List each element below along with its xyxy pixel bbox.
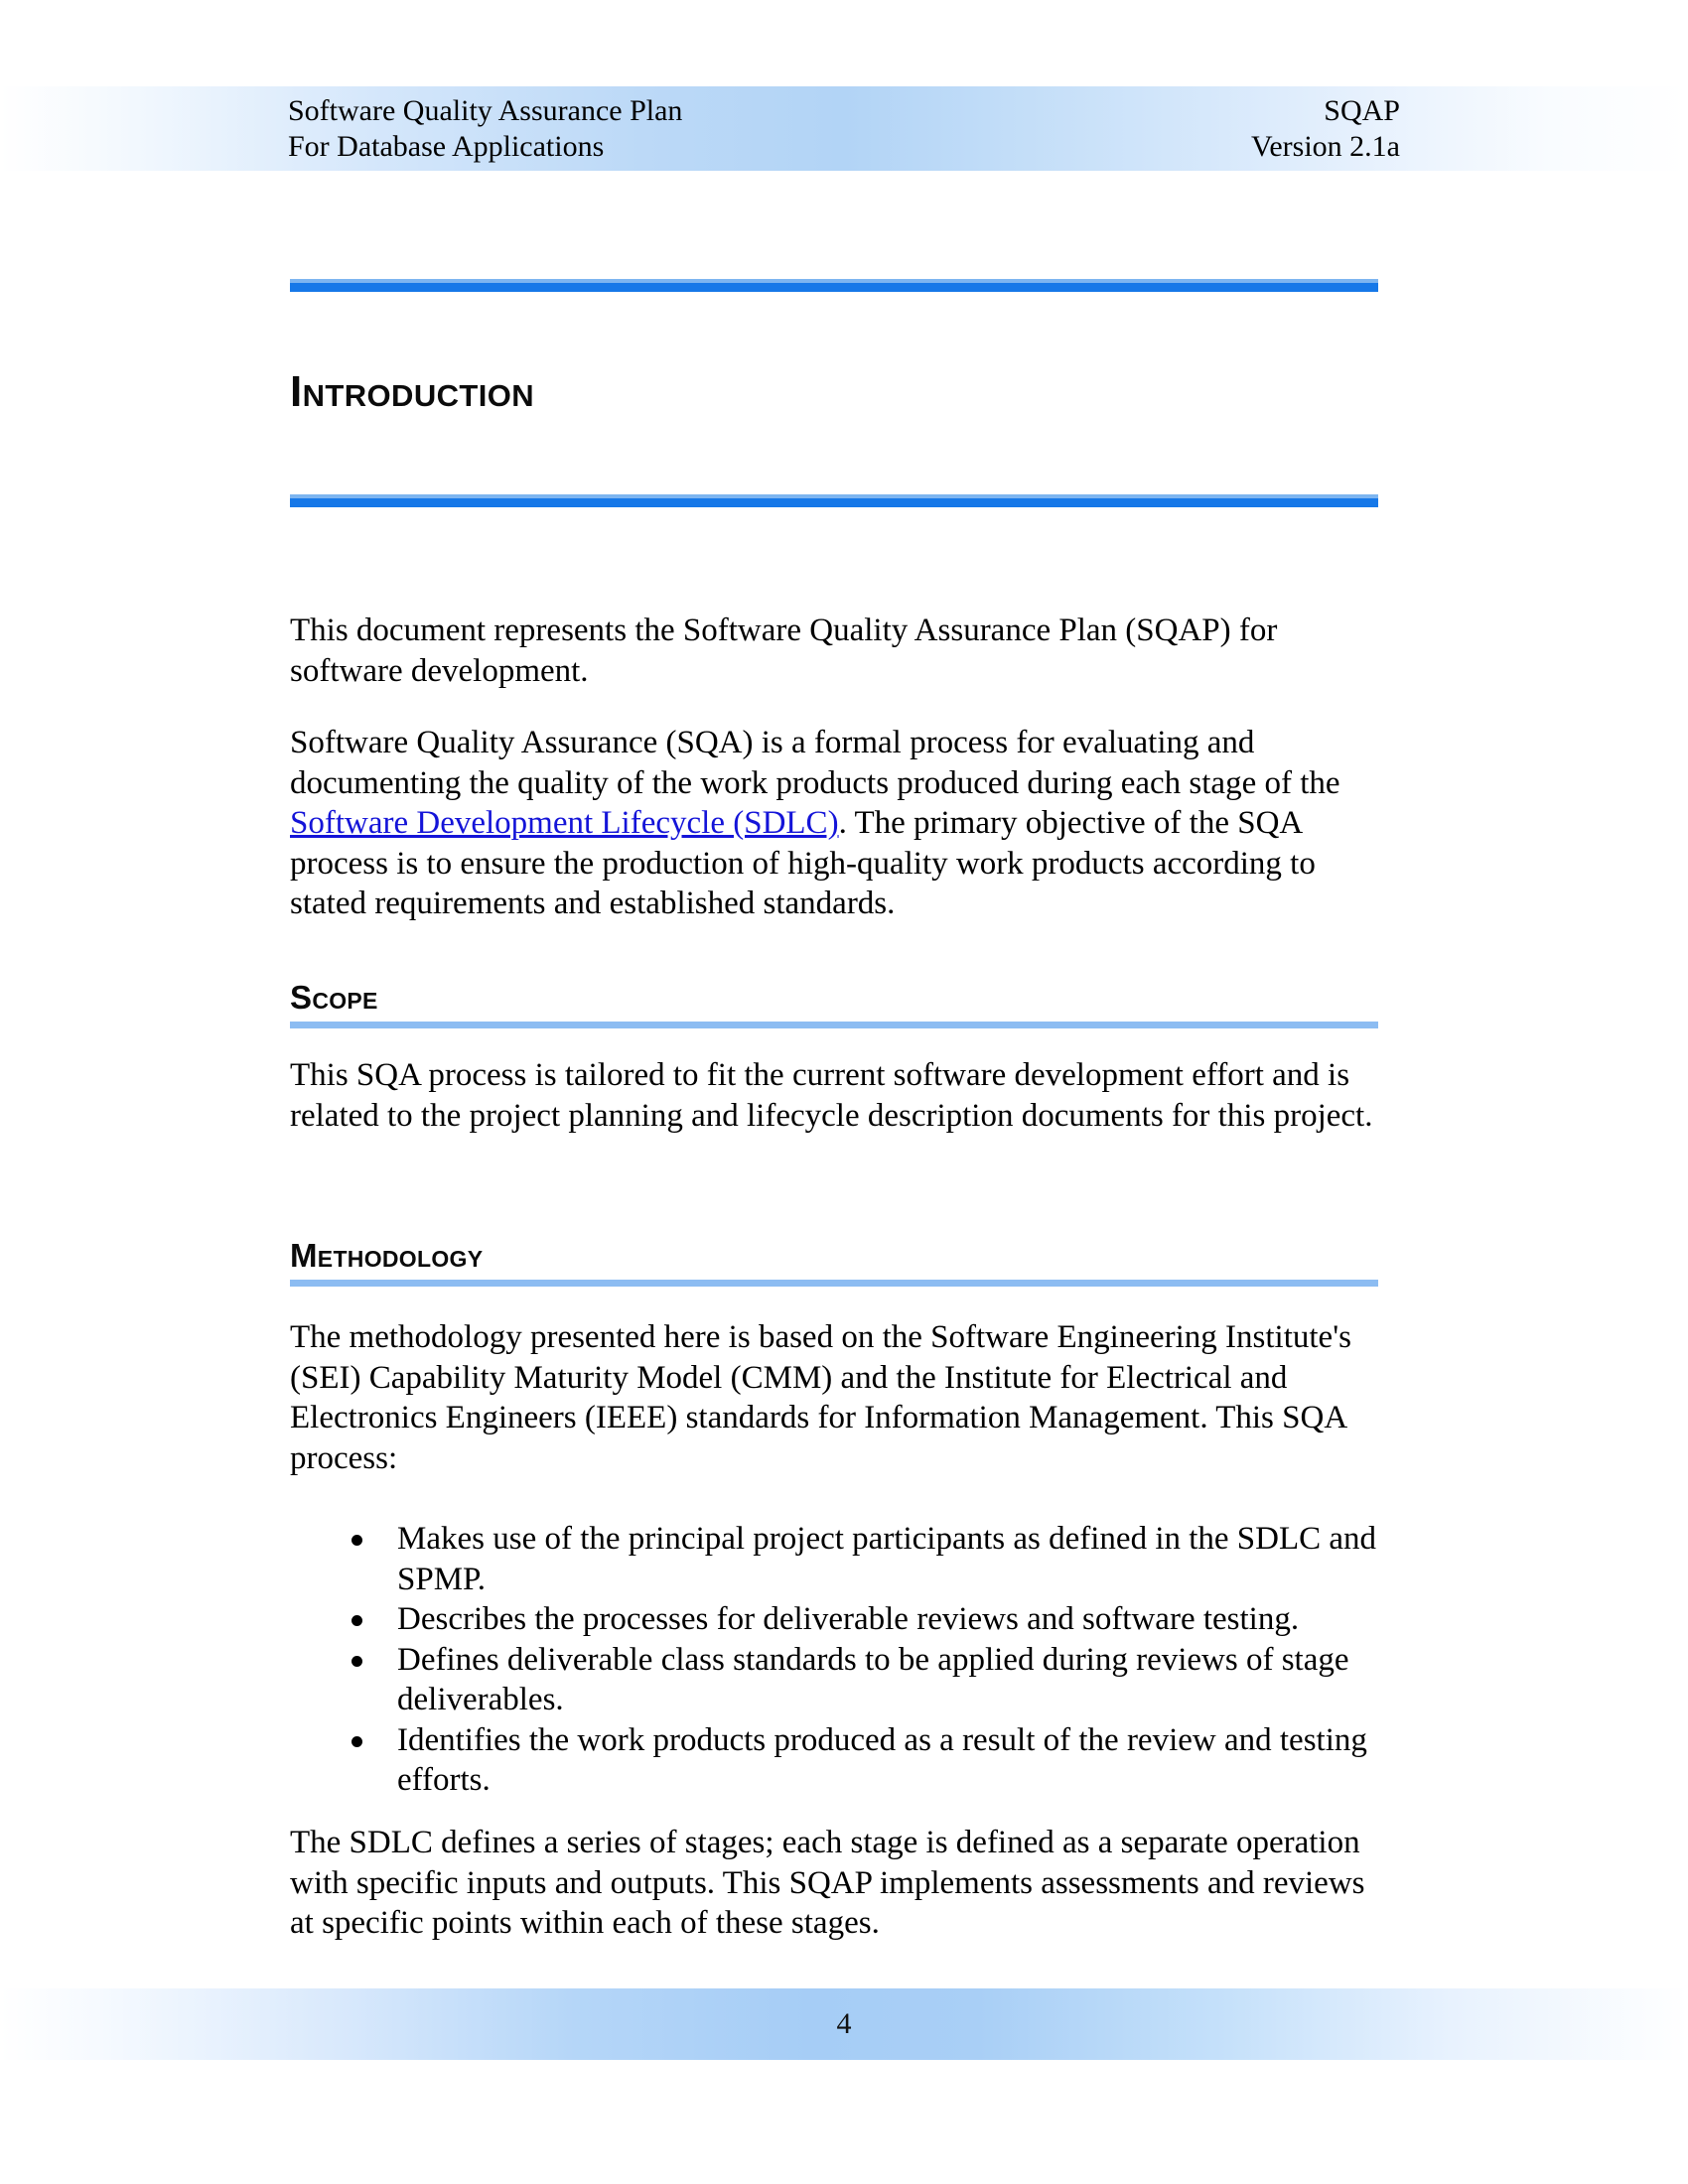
scope-heading-wrap xyxy=(290,981,1378,1016)
intro-paragraph-2 xyxy=(290,723,1378,924)
scope-rule-wrap xyxy=(290,1022,1378,1028)
methodology-intro-paragraph: The methodology presented here is based on the Software Engineering Institute's (SEI) Capability Maturity Model (CMM) and the Institute for Electrical and Electronics Engineers (IEEE) standards for Information Management. This SQA process: xyxy=(290,1319,1351,1476)
methodology-closing-paragraph: The SDLC defines a series of stages; each stage is defined as a separate operation with specific inputs and outputs. This SQAP implements assessments and reviews at specific points within each of these stages. xyxy=(290,1825,1365,1941)
section-heading-methodology: Methodology xyxy=(290,1237,484,1274)
list-item xyxy=(290,1599,1378,1640)
bullet-dot-icon xyxy=(352,1736,362,1747)
list-item-label: Makes use of the principal project participants as defined in the SDLC and SPMP. xyxy=(397,1521,1377,1597)
methodology-rule-wrap xyxy=(290,1280,1378,1287)
bullet-dot-icon xyxy=(352,1615,362,1626)
list-item xyxy=(290,1720,1378,1801)
header-doc-code: SQAP xyxy=(1324,93,1400,127)
bullet-dot-icon xyxy=(352,1535,362,1546)
intro-paragraph-2-wrap xyxy=(290,723,1378,924)
chapter-rule-top-wrap xyxy=(290,279,1378,292)
intro-paragraph-1-wrap xyxy=(290,611,1378,691)
sdlc-hyperlink[interactable]: Software Development Lifecycle (SDLC) xyxy=(290,805,839,841)
header-title-line-2: For Database Applications xyxy=(288,129,605,163)
bullet-dot-icon xyxy=(352,1656,362,1667)
page-number: 4 xyxy=(836,2007,852,2040)
chapter-rule-bottom xyxy=(290,494,1378,507)
scope-paragraph-wrap xyxy=(290,1055,1378,1136)
list-item xyxy=(290,1519,1378,1599)
methodology-bullet-list-wrap xyxy=(290,1519,1378,1801)
header-document-title xyxy=(288,93,682,165)
header-doc-version: Version 2.1a xyxy=(1251,129,1400,163)
methodology-bullet-list xyxy=(290,1519,1378,1801)
page-header-inner xyxy=(288,86,1400,171)
methodology-heading-wrap xyxy=(290,1239,1378,1274)
scope-heading-rule xyxy=(290,1022,1378,1028)
list-item-label: Defines deliverable class standards to be applied during reviews of stage deliverables. xyxy=(397,1641,1349,1717)
chapter-title-wrap xyxy=(290,369,1378,415)
methodology-closing-paragraph-wrap xyxy=(290,1823,1378,1944)
methodology-heading-rule xyxy=(290,1280,1378,1287)
intro-paragraph-2-text-after: . The primary objective of the SQA process is to ensure the production of high-quality work products according to stated requirements and established standards. xyxy=(290,805,1316,921)
intro-paragraph-2-text-before: Software Quality Assurance (SQA) is a formal process for evaluating and documenting the quality of the work products produced during each stage of the xyxy=(290,725,1340,801)
scope-paragraph: This SQA process is tailored to fit the current software development effort and is related to the project planning and lifecycle description documents for this project. xyxy=(290,1057,1373,1134)
list-item-label: Describes the processes for deliverable reviews and software testing. xyxy=(397,1601,1300,1637)
page-running-header xyxy=(0,86,1688,171)
header-title-line-1: Software Quality Assurance Plan xyxy=(288,93,683,127)
list-item-label: Identifies the work products produced as a result of the review and testing efforts. xyxy=(397,1721,1367,1798)
chapter-rule-bottom-wrap xyxy=(290,494,1378,507)
page-title: Introduction xyxy=(290,367,535,416)
methodology-paragraph-wrap xyxy=(290,1317,1378,1478)
chapter-rule-top xyxy=(290,279,1378,292)
intro-paragraph-1: This document represents the Software Quality Assurance Plan (SQAP) for software development. xyxy=(290,613,1278,689)
list-item xyxy=(290,1640,1378,1720)
page-running-footer xyxy=(0,1988,1688,2060)
header-document-meta xyxy=(1251,93,1400,165)
section-heading-scope: Scope xyxy=(290,979,378,1016)
